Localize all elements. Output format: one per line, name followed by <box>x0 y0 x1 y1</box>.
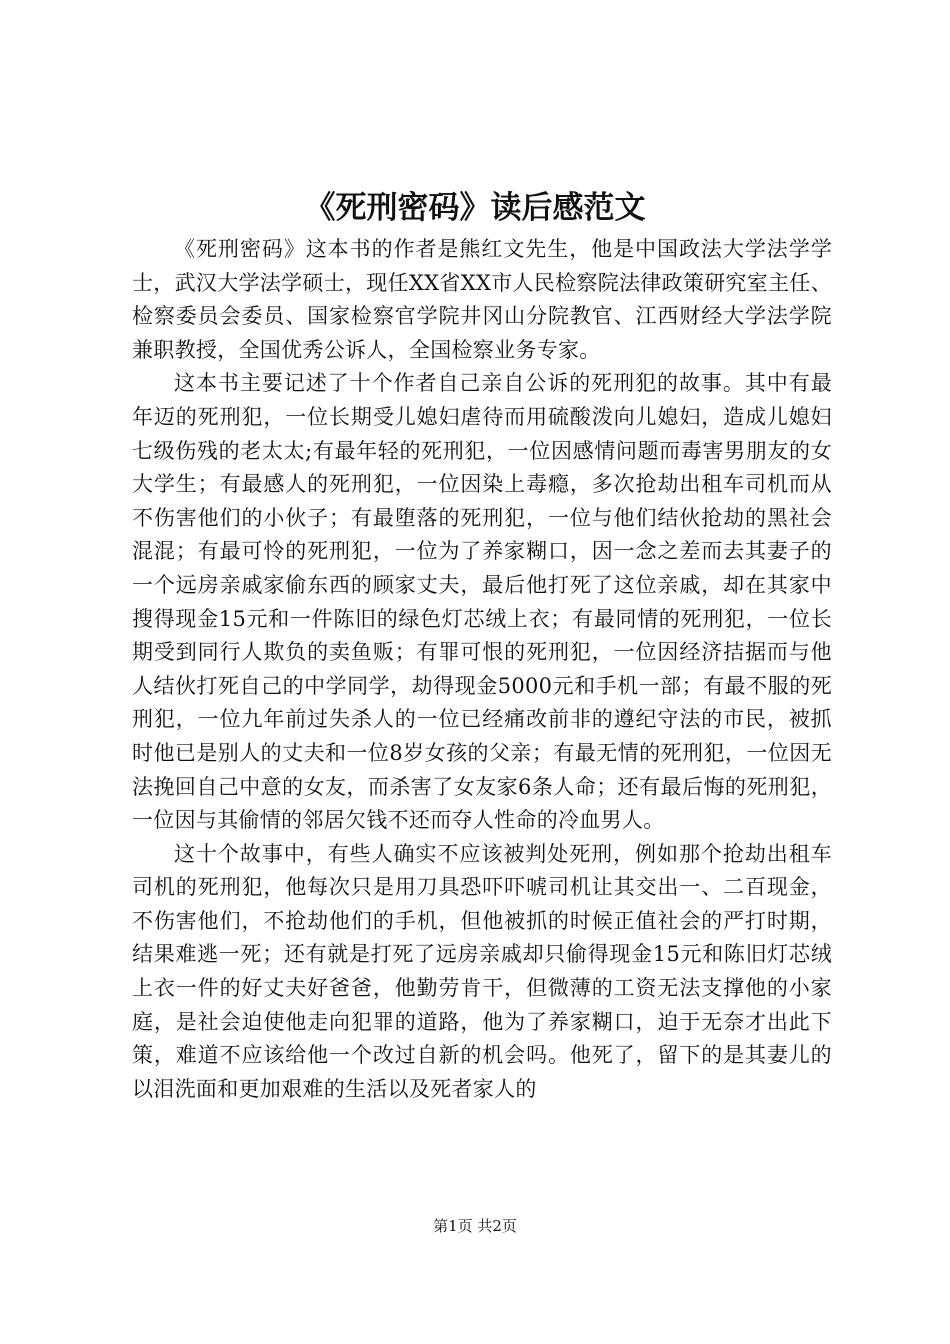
page-title: 《死刑密码》读后感范文 <box>304 190 646 226</box>
paragraph-ten-stories: 这本书主要记述了十个作者自己亲自公诉的死刑犯的故事。其中有最年迈的死刑犯，一位长期受儿媳妇虐待而用硫酸泼向儿媳妇，造成儿媳妇七级伤残的老太太;有最年轻的死刑犯，一位因感情问题而毒害男朋友的女大学生；有最感人的死刑犯，一位因染上毒瘾，多次抢劫出租车司机而从不伤害他们的小伙子；有最堕落的死刑犯，一位与他们结伙抢劫的黑社会混混；有最可怜的死刑犯，一位为了养家糊口，因一念之差而去其妻子的一个远房亲戚家偷东西的顾家丈夫，最后他打死了这位亲戚，却在其家中搜得现金15元和一件陈旧的绿色灯芯绒上衣；有最同情的死刑犯，一位长期受到同行人欺负的卖鱼贩；有罪可恨的死刑犯，一位因经济拮据而与他人结伙打死自己的中学同学，劫得现金5000元和手机一部；有最不服的死刑犯，一位九年前过失杀人的一位已经痛改前非的遵纪守法的市民，被抓时他已是别人的丈夫和一位8岁女孩的父亲；有最无情的死刑犯，一位因无法挽回自己中意的女友，而杀害了女友家6条人命；还有最后悔的死刑犯，一位因与其偷情的邻居欠钱不还而夺人性命的冷血男人。 <box>132 371 832 833</box>
document-body <box>132 233 832 1106</box>
paragraph-reflection: 这十个故事中，有些人确实不应该被判处死刑，例如那个抢劫出租车司机的死刑犯，他每次只是用刀具恐吓吓唬司机让其交出一、二百现金，不伤害他们，不抢劫他们的手机，但他被抓的时候正值社会的严打时期，结果难逃一死；还有就是打死了远房亲戚却只偷得现金15元和陈旧灯芯绒上衣一件的好丈夫好爸爸，他勤劳肯干，但微薄的工资无法支撑他的小家庭，是社会迫使他走向犯罪的道路，他为了养家糊口，迫于无奈才出此下策，难道不应该给他一个改过自新的机会吗。他死了，留下的是其妻儿的以泪洗面和更加艰难的生活以及死者家人的 <box>132 841 832 1101</box>
page-footer: 第1页 共2页 <box>433 1217 517 1235</box>
paragraph-author-intro: 《死刑密码》这本书的作者是熊红文先生，他是中国政法大学法学学士，武汉大学法学硕士，现任XX省XX市人民检察院法律政策研究室主任、检察委员会委员、国家检察官学院井冈山分院教官、江西财经大学法学院兼职教授，全国优秀公诉人，全国检察业务专家。 <box>132 237 832 362</box>
